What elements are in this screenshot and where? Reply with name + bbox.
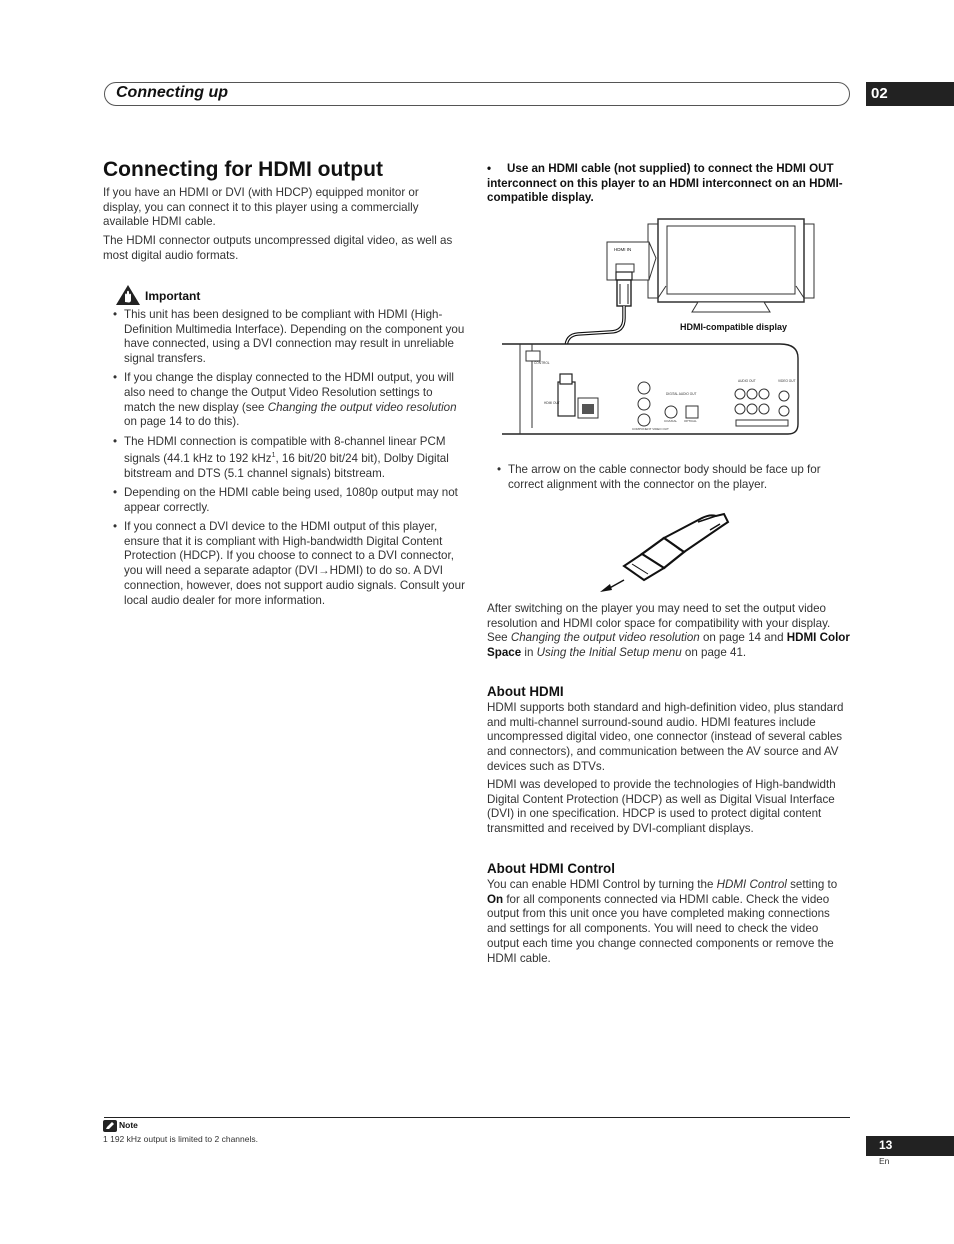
- about-hdmi-heading: About HDMI: [487, 684, 564, 699]
- list-item: • The HDMI connection is compatible with 8-channel linear PCM signals (44.1 kHz to 192 kHz$^1$, 16 bit/20 bit/24 bit), Dolby Digital bitstream and DTS (5.1 channel signals) bitstream.: [110, 435, 466, 482]
- section-title: Connecting up: [116, 84, 228, 101]
- page-title: Connecting for HDMI output: [103, 158, 383, 181]
- digital-audio-label: DIGITAL AUDIO OUT: [666, 392, 697, 396]
- arrow-glyph: →: [318, 564, 330, 578]
- important-list: [110, 308, 466, 613]
- display-caption: HDMI-compatible display: [680, 322, 788, 332]
- hdmi-out-label: HDMI OUT: [544, 401, 560, 405]
- hdmi-in-label: HDMI IN: [614, 247, 632, 252]
- intro-paragraph-1: If you have an HDMI or DVI (with HDCP) equipped monitor or display, you can connect it to this player using a commercially available HDMI cable.: [103, 186, 419, 229]
- video-out-label: VIDEO OUT: [778, 379, 796, 383]
- note-label: Note: [119, 1120, 138, 1130]
- hdmi-plug-illustration: [598, 510, 730, 594]
- step-instruction: • Use an HDMI cable (not supplied) to connect the HDMI OUT interconnect on this player to an HDMI interconnect on an HDMI-compatible display.: [487, 162, 843, 205]
- list-item: • Depending on the HDMI cable being used, 1080p output may not appear correctly.: [110, 486, 466, 515]
- list-item: • If you connect a DVI device to the HDMI output of this player, ensure that it is compliant with High-bandwidth Digital Content Protection (HDCP). If you choose to connect to a DVI connector, you will need a separate adaptor (DVI→HDMI) to do so. A DVI connection, however, does not support audio signals. Consult your local audio dealer for more information.: [110, 520, 466, 608]
- footer-rule: [104, 1117, 850, 1118]
- after-switching-paragraph: After switching on the player you may need to set the output video resolution and HDMI color space for compatibility with your display. See Changing the output video resolution on page 14 and HDMI Color Space in Using the Initial Setup menu on page 41.: [487, 602, 850, 660]
- footnote: 1 192 kHz output is limited to 2 channels.: [103, 1134, 258, 1144]
- note-pencil-icon: [103, 1120, 117, 1132]
- component-label: COMPONENT VIDEO OUT: [632, 427, 669, 431]
- list-item: • If you change the display connected to the HDMI output, you will also need to change the Output Video Resolution settings to match the new display (see Changing the output video resolution on page 14 to do this).: [110, 371, 466, 430]
- about-hdmi-control-paragraph: You can enable HDMI Control by turning the HDMI Control setting to On for all components connected via HDMI cable. Check the video output from this unit once you have completed making connections and settings for all components. You will need to check the video output each time you change connected components or remove the HDMI cable.: [487, 878, 838, 965]
- intro-paragraph-2: The HDMI connector outputs uncompressed digital video, as well as most digital audio formats.: [103, 234, 453, 262]
- player-rear-panel: [502, 344, 798, 434]
- list-item: • This unit has been designed to be compliant with HDMI (High-Definition Multimedia Interface). Depending on the component you have connected, using a DVI connection may result in unreliable signal transfers.: [110, 308, 466, 367]
- about-hdmi-paragraph-1: HDMI supports both standard and high-definition video, plus standard and multi-channel surround-sound audio. HDMI features include uncompressed digital video, one connector (instead of several cables and connectors), and communication between the AV source and AV devices such as DTVs.: [487, 701, 844, 773]
- control-label: CONTROL: [534, 361, 550, 365]
- chapter-number: 02: [866, 82, 954, 106]
- tv-display-illustration: [648, 219, 814, 312]
- about-hdmi-control-heading: About HDMI Control: [487, 861, 615, 876]
- optical-label: OPTICAL: [684, 419, 697, 423]
- warning-hand-icon: [115, 284, 141, 306]
- page-number: 13: [866, 1136, 954, 1156]
- about-hdmi-paragraph-2: HDMI was developed to provide the technologies of High-bandwidth Digital Content Protection (HDCP) as well as Digital Visual Interface (DVI) in one specification. HDCP is used to protect digital content transmitted and received by DVI-compliant displays.: [487, 778, 836, 836]
- coaxial-label: COAXIAL: [664, 419, 678, 423]
- hdmi-connection-diagram: [534, 214, 840, 454]
- language-code: En: [879, 1156, 890, 1166]
- footnote-ref: 1: [271, 452, 276, 460]
- important-label: Important: [145, 289, 201, 303]
- arrow-note: • The arrow on the cable connector body should be face up for correct alignment with the connector on the player.: [494, 463, 854, 492]
- audio-out-label: AUDIO OUT: [738, 379, 756, 383]
